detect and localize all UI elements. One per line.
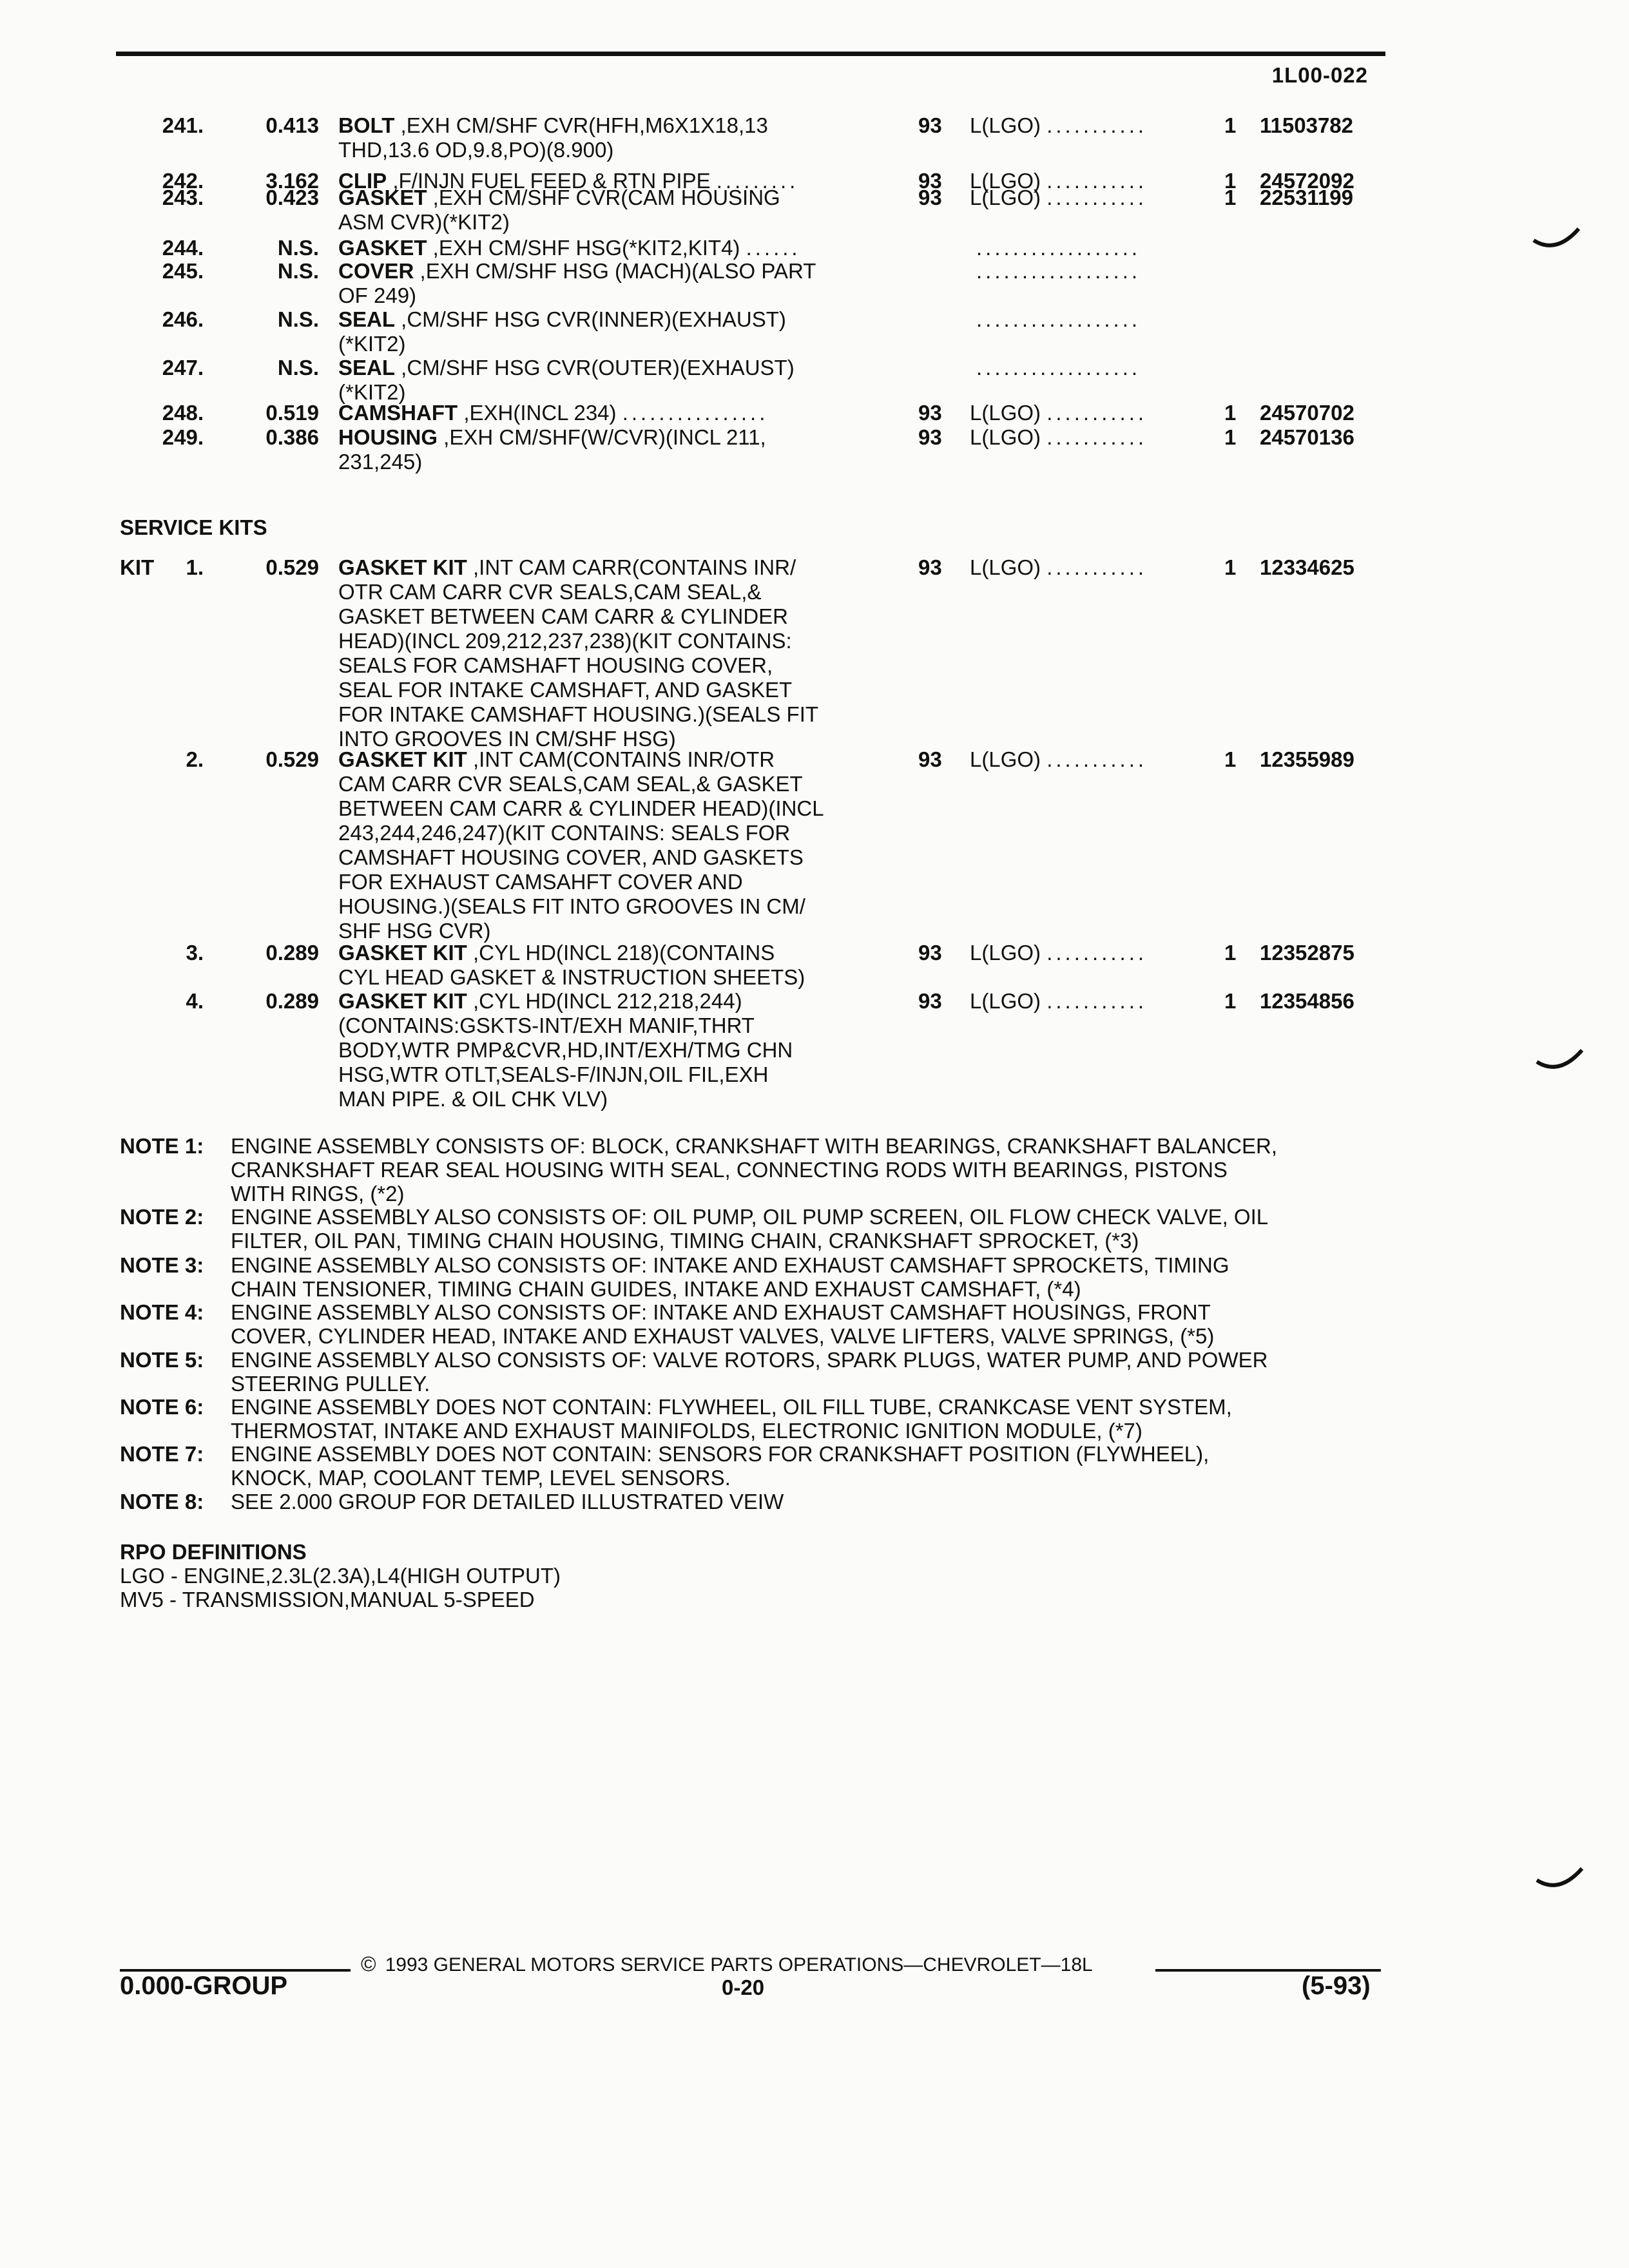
kit-detail-line: CAM CARR CVR SEALS,CAM SEAL,& GASKET xyxy=(338,772,803,796)
kit-detail-line: HSG,WTR OTLT,SEALS-F/INJN,OIL FIL,EXH xyxy=(338,1062,769,1086)
note-line: FILTER, OIL PAN, TIMING CHAIN HOUSING, TIMING CHAIN, CRANKSHAFT SPROCKET, (*3) xyxy=(231,1229,1139,1253)
engine-label: L(LGO) xyxy=(970,186,1041,209)
engine-label: L(LGO) xyxy=(970,941,1041,965)
model-year: 93 xyxy=(918,747,942,771)
model-year: 93 xyxy=(918,186,942,209)
part-detail-cont: 231,245) xyxy=(338,450,423,474)
model-year: 93 xyxy=(918,113,942,137)
part-number: 11503782 xyxy=(1260,113,1354,137)
note-text xyxy=(231,1134,1494,1206)
quantity: 1 xyxy=(1224,747,1237,771)
quantity: 1 xyxy=(1224,989,1237,1013)
kit-detail-line: 243,244,246,247)(KIT CONTAINS: SEALS FOR xyxy=(338,821,791,845)
leader-dots: .................. xyxy=(976,259,1141,283)
group-number: 0.386 xyxy=(265,425,319,449)
part-description xyxy=(338,307,918,356)
item-number: 248. xyxy=(162,401,204,425)
quantity: 1 xyxy=(1224,401,1237,425)
engine-label: L(LGO) xyxy=(970,401,1041,425)
kit-detail-line: (CONTAINS:GSKTS-INT/EXH MANIF,THRT xyxy=(338,1014,755,1037)
note-line: ENGINE ASSEMBLY ALSO CONSISTS OF: INTAKE AND EXHAUST CAMSHAFT HOUSINGS, FRONT xyxy=(231,1300,1211,1324)
part-description xyxy=(338,236,918,260)
part-number: 22531199 xyxy=(1260,186,1354,209)
quantity: 1 xyxy=(1224,186,1237,209)
item-number: 243. xyxy=(162,186,204,209)
note-line: COVER, CYLINDER HEAD, INTAKE AND EXHAUST VALVES, VALVE LIFTERS, VALVE SPRINGS, (*5) xyxy=(231,1324,1215,1348)
note-line: ENGINE ASSEMBLY CONSISTS OF: BLOCK, CRANKSHAFT WITH BEARINGS, CRANKSHAFT BALANCER, xyxy=(231,1134,1278,1158)
kit-detail-line: BETWEEN CAM CARR & CYLINDER HEAD)(INCL xyxy=(338,796,824,820)
model-year: 93 xyxy=(918,941,942,965)
engine-label: L(LGO) xyxy=(970,747,1041,771)
kit-detail-line: ,INT CAM CARR(CONTAINS INR/ xyxy=(467,555,796,579)
part-name: SEAL xyxy=(338,356,396,380)
kit-detail-line: ,CYL HD(INCL 218)(CONTAINS xyxy=(467,941,775,965)
kit-name: GASKET KIT xyxy=(338,555,467,579)
item-number: 249. xyxy=(162,425,204,449)
engine-code xyxy=(970,555,1228,580)
kit-detail-line: SHF HSG CVR) xyxy=(338,919,491,943)
group-number: N.S. xyxy=(277,307,319,331)
part-detail: ,CM/SHF HSG CVR(INNER)(EXHAUST) xyxy=(395,307,786,331)
page-id: 1L00-022 xyxy=(1271,63,1368,87)
part-detail: ,CM/SHF HSG CVR(OUTER)(EXHAUST) xyxy=(395,356,795,380)
part-number: 12352875 xyxy=(1260,941,1354,965)
part-name: HOUSING xyxy=(338,425,438,449)
note-label: NOTE 7: xyxy=(120,1442,204,1466)
kit-detail-line: FOR EXHAUST CAMSAHFT COVER AND xyxy=(338,870,743,894)
note-label: NOTE 4: xyxy=(120,1300,204,1324)
part-name: SEAL xyxy=(338,307,396,331)
rpo-heading: RPO DEFINITIONS xyxy=(120,1540,307,1564)
note-text xyxy=(231,1490,1494,1514)
leader-dots: ................ xyxy=(622,401,769,425)
part-description xyxy=(338,113,918,162)
item-number: 246. xyxy=(162,307,204,331)
copyright-text: 1993 GENERAL MOTORS SERVICE PARTS OPERATIONS—CHEVROLET—18L xyxy=(385,1954,1093,1975)
kit-description xyxy=(338,941,918,990)
quantity: 1 xyxy=(1224,941,1237,965)
engine-code xyxy=(970,989,1228,1014)
group-number: 0.519 xyxy=(265,401,319,425)
kit-name: GASKET KIT xyxy=(338,941,467,965)
part-number: 24572092 xyxy=(1260,169,1354,193)
note-line: ENGINE ASSEMBLY ALSO CONSISTS OF: OIL PUMP, OIL PUMP SCREEN, OIL FLOW CHECK VALVE, OIL xyxy=(231,1205,1269,1229)
part-description xyxy=(338,401,918,425)
rpo-line: LGO - ENGINE,2.3L(2.3A),L4(HIGH OUTPUT) xyxy=(120,1564,561,1588)
footer-group: 0.000-GROUP xyxy=(120,1972,288,2000)
group-number: N.S. xyxy=(277,236,319,260)
note-label: NOTE 8: xyxy=(120,1490,204,1514)
part-number: 12355989 xyxy=(1260,747,1354,771)
engine-code xyxy=(970,747,1228,772)
note-text xyxy=(231,1300,1494,1348)
kit-detail-line: SEALS FOR CAMSHAFT HOUSING COVER, xyxy=(338,653,773,677)
part-detail-cont: THD,13.6 OD,9.8,PO)(8.900) xyxy=(338,138,614,162)
kit-number: 2. xyxy=(186,747,204,771)
part-detail: ,EXH CM/SHF HSG (MACH)(ALSO PART xyxy=(414,259,816,283)
group-number: 3.162 xyxy=(265,169,319,193)
note-text xyxy=(231,1253,1494,1301)
group-number: 0.413 xyxy=(265,113,319,137)
leader-dots: .................. xyxy=(976,356,1141,380)
part-detail: ,F/INJN FUEL FEED & RTN PIPE xyxy=(387,169,711,193)
note-line: CRANKSHAFT REAR SEAL HOUSING WITH SEAL, CONNECTING RODS WITH BEARINGS, PISTONS xyxy=(231,1158,1228,1182)
note-label: NOTE 1: xyxy=(120,1134,204,1158)
model-year: 93 xyxy=(918,989,942,1013)
part-name: CAMSHAFT xyxy=(338,401,458,425)
part-detail: ,EXH CM/SHF CVR(HFH,M6X1X18,13 xyxy=(394,113,768,137)
binder-mark xyxy=(1530,222,1582,255)
note-line: THERMOSTAT, INTAKE AND EXHAUST MAINIFOLDS, ELECTRONIC IGNITION MODULE, (*7) xyxy=(231,1419,1142,1443)
top-rule xyxy=(116,52,1385,56)
kit-description xyxy=(338,555,918,751)
kit-detail-line: ,INT CAM(CONTAINS INR/OTR xyxy=(467,747,775,771)
leader-dots: ........... xyxy=(1046,747,1148,771)
part-detail-cont: (*KIT2) xyxy=(338,332,406,356)
note-text xyxy=(231,1348,1494,1396)
note-line: ENGINE ASSEMBLY ALSO CONSISTS OF: VALVE ROTORS, SPARK PLUGS, WATER PUMP, AND POWER xyxy=(231,1348,1268,1372)
part-description xyxy=(338,186,918,235)
leader-dots: ........... xyxy=(1046,989,1148,1013)
footer-page-number: 0-20 xyxy=(722,1975,765,1999)
engine-label: L(LGO) xyxy=(970,989,1041,1013)
note-line: ENGINE ASSEMBLY DOES NOT CONTAIN: FLYWHEEL, OIL FILL TUBE, CRANKCASE VENT SYSTEM, xyxy=(231,1395,1232,1419)
service-kits-heading: SERVICE KITS xyxy=(120,515,267,539)
engine-code xyxy=(970,113,1228,138)
group-number: 0.423 xyxy=(265,186,319,209)
kit-name: GASKET KIT xyxy=(338,747,467,771)
leader-dots: .................. xyxy=(976,307,1141,331)
leader-dots: ........... xyxy=(1046,401,1148,425)
item-number: 241. xyxy=(162,113,204,137)
note-text xyxy=(231,1395,1494,1443)
group-number: 0.289 xyxy=(265,989,319,1013)
part-detail: ,EXH CM/SHF(W/CVR)(INCL 211, xyxy=(438,425,766,449)
engine-label: L(LGO) xyxy=(970,169,1041,193)
engine-label: L(LGO) xyxy=(970,113,1041,137)
leader-dots: ........... xyxy=(1046,555,1148,579)
kit-detail-line: GASKET BETWEEN CAM CARR & CYLINDER xyxy=(338,604,789,628)
engine-code xyxy=(970,425,1228,450)
engine-label: L(LGO) xyxy=(970,425,1041,449)
part-name: GASKET xyxy=(338,236,427,260)
quantity: 1 xyxy=(1224,113,1237,137)
part-number: 24570136 xyxy=(1260,425,1354,449)
model-year: 93 xyxy=(918,169,942,193)
part-number: 12354856 xyxy=(1260,989,1354,1013)
kit-detail-line: CYL HEAD GASKET & INSTRUCTION SHEETS) xyxy=(338,965,805,989)
model-year: 93 xyxy=(918,401,942,425)
note-label: NOTE 3: xyxy=(120,1253,204,1277)
part-number: 12334625 xyxy=(1260,555,1354,579)
group-number: 0.529 xyxy=(265,747,319,771)
leader-dots: ........... xyxy=(1046,169,1148,193)
note-line: WITH RINGS, (*2) xyxy=(231,1182,405,1206)
leader-dots: ........... xyxy=(1046,113,1148,137)
binder-mark xyxy=(1534,1044,1585,1076)
part-name: GASKET xyxy=(338,186,427,209)
part-detail: ,EXH CM/SHF HSG(*KIT2,KIT4) xyxy=(427,236,740,260)
note-label: NOTE 5: xyxy=(120,1348,204,1372)
note-label: NOTE 6: xyxy=(120,1395,204,1419)
group-number: 0.529 xyxy=(265,555,319,579)
kit-detail-line: FOR INTAKE CAMSHAFT HOUSING.)(SEALS FIT xyxy=(338,702,819,726)
part-name: COVER xyxy=(338,259,414,283)
leader-dots: ......... xyxy=(716,169,799,193)
part-number: 24570702 xyxy=(1260,401,1354,425)
kit-name: GASKET KIT xyxy=(338,989,467,1013)
kit-detail-line: MAN PIPE. & OIL CHK VLV) xyxy=(338,1087,608,1111)
note-text xyxy=(231,1205,1494,1253)
note-line: STEERING PULLEY. xyxy=(231,1372,430,1396)
kit-detail-line: HEAD)(INCL 209,212,237,238)(KIT CONTAINS: xyxy=(338,629,792,653)
kit-detail-line: ,CYL HD(INCL 212,218,244) xyxy=(467,989,742,1013)
quantity: 1 xyxy=(1224,169,1237,193)
leader-dots: ........... xyxy=(1046,425,1148,449)
rpo-definitions xyxy=(120,1540,561,1611)
note-text xyxy=(231,1442,1494,1490)
note-line: KNOCK, MAP, COOLANT TEMP, LEVEL SENSORS. xyxy=(231,1466,731,1490)
binder-mark xyxy=(1534,1862,1585,1894)
leader-dots: ........... xyxy=(1046,941,1148,965)
part-detail-cont: (*KIT2) xyxy=(338,380,406,404)
engine-code xyxy=(970,186,1228,210)
part-detail-cont: ASM CVR)(*KIT2) xyxy=(338,210,510,234)
kit-number: 4. xyxy=(186,989,204,1013)
leader-dots: ........... xyxy=(1046,186,1148,209)
copyright-symbol: © xyxy=(361,1952,376,1975)
note-line: ENGINE ASSEMBLY ALSO CONSISTS OF: INTAKE AND EXHAUST CAMSHAFT SPROCKETS, TIMING xyxy=(231,1253,1229,1277)
kit-description xyxy=(338,989,918,1111)
part-description xyxy=(338,259,918,308)
note-label: NOTE 2: xyxy=(120,1205,204,1229)
group-number: N.S. xyxy=(277,259,319,283)
part-detail: ,EXH CM/SHF CVR(CAM HOUSING xyxy=(427,186,780,209)
engine-code xyxy=(970,401,1228,425)
kit-label: KIT xyxy=(120,555,155,579)
group-number: N.S. xyxy=(277,356,319,380)
kit-detail-line: SEAL FOR INTAKE CAMSHAFT, AND GASKET xyxy=(338,678,793,702)
kit-detail-line: INTO GROOVES IN CM/SHF HSG) xyxy=(338,727,676,751)
note-line: CHAIN TENSIONER, TIMING CHAIN GUIDES, INTAKE AND EXHAUST CAMSHAFT, (*4) xyxy=(231,1277,1081,1301)
kit-description xyxy=(338,747,918,943)
leader-dots: .................. xyxy=(976,236,1141,260)
item-number: 244. xyxy=(162,236,204,260)
note-line: SEE 2.000 GROUP FOR DETAILED ILLUSTRATED VEIW xyxy=(231,1490,784,1514)
quantity: 1 xyxy=(1224,555,1237,579)
engine-label: L(LGO) xyxy=(970,555,1041,579)
model-year: 93 xyxy=(918,425,942,449)
kit-number: 1. xyxy=(186,555,204,579)
engine-code xyxy=(970,941,1228,965)
rpo-line: MV5 - TRANSMISSION,MANUAL 5-SPEED xyxy=(120,1588,535,1611)
part-detail-cont: OF 249) xyxy=(338,284,417,307)
group-number: 0.289 xyxy=(265,941,319,965)
item-number: 245. xyxy=(162,259,204,283)
kit-detail-line: OTR CAM CARR CVR SEALS,CAM SEAL,& xyxy=(338,580,762,604)
part-description xyxy=(338,356,918,405)
part-description xyxy=(338,425,918,474)
footer-date: (5-93) xyxy=(1302,1972,1371,2000)
quantity: 1 xyxy=(1224,425,1237,449)
part-detail: ,EXH(INCL 234) xyxy=(458,401,617,425)
leader-dots: ...... xyxy=(746,236,801,260)
kit-number: 3. xyxy=(186,941,204,965)
footer-copyright xyxy=(361,1952,1093,1976)
part-name: CLIP xyxy=(338,169,387,193)
kit-detail-line: BODY,WTR PMP&CVR,HD,INT/EXH/TMG CHN xyxy=(338,1038,793,1062)
item-number: 247. xyxy=(162,356,204,380)
kit-detail-line: CAMSHAFT HOUSING COVER, AND GASKETS xyxy=(338,845,804,869)
model-year: 93 xyxy=(918,555,942,579)
item-number: 242. xyxy=(162,169,204,193)
note-line: ENGINE ASSEMBLY DOES NOT CONTAIN: SENSORS FOR CRANKSHAFT POSITION (FLYWHEEL), xyxy=(231,1442,1210,1466)
kit-detail-line: HOUSING.)(SEALS FIT INTO GROOVES IN CM/ xyxy=(338,894,805,918)
part-name: BOLT xyxy=(338,113,395,137)
